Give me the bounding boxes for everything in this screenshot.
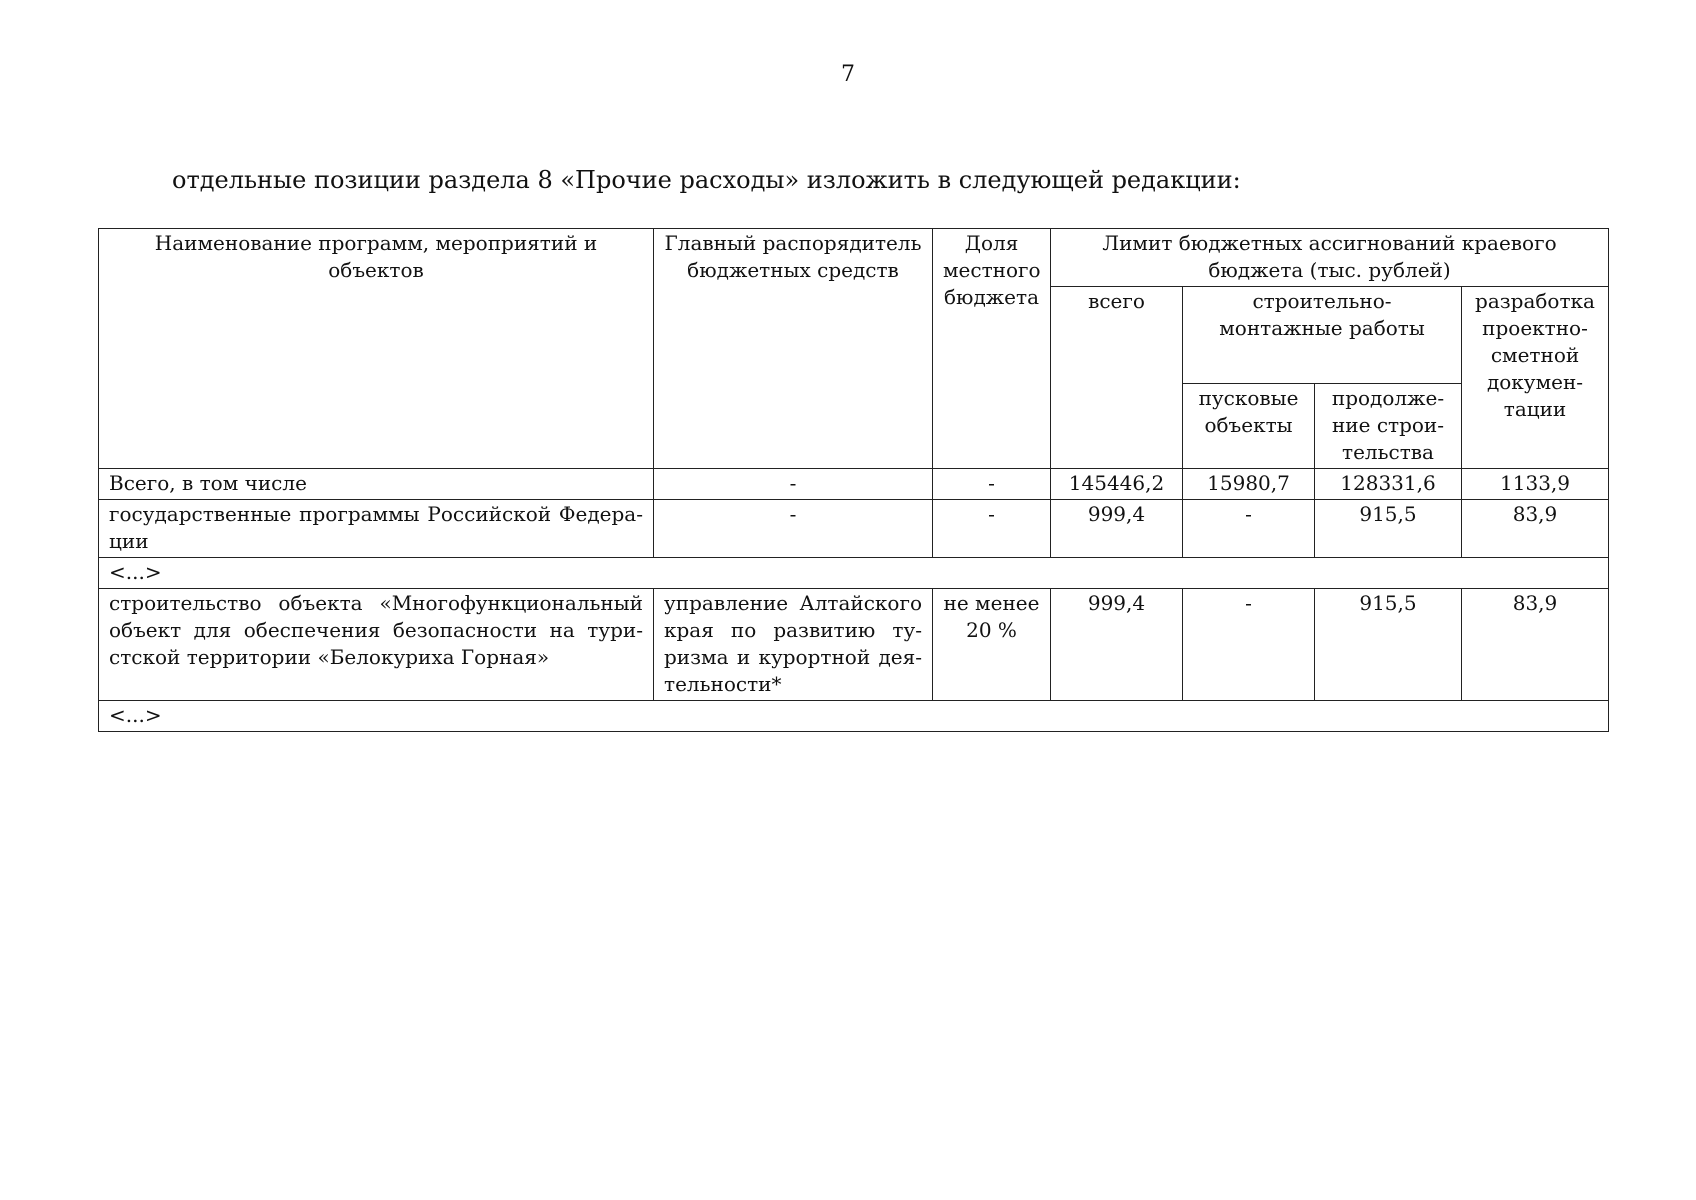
table-row-ellipsis (99, 558, 1609, 589)
table-row-total (99, 469, 1609, 500)
row-design: 83,9 (1462, 500, 1609, 558)
row-local-share: - (933, 500, 1051, 558)
row-manager: - (654, 469, 933, 500)
row-total: 999,4 (1051, 500, 1183, 558)
header-total: всего (1051, 287, 1183, 469)
ellipsis-cell: <...> (99, 558, 1609, 589)
row-name: строительство объекта «Многофункциональный объект для обеспечения безопасности на тури-стской территории «Белокуриха Горная» (99, 589, 654, 701)
row-total: 999,4 (1051, 589, 1183, 701)
row-design: 83,9 (1462, 589, 1609, 701)
ellipsis-cell: <...> (99, 701, 1609, 732)
budget-table (98, 228, 1609, 732)
row-manager: - (654, 500, 933, 558)
row-startup: - (1183, 500, 1315, 558)
row-design: 1133,9 (1462, 469, 1609, 500)
header-construction: строительно-монтажные работы (1183, 287, 1462, 384)
header-manager: Главный распорядитель бюджетных средств (654, 229, 933, 469)
header-row-1 (99, 229, 1609, 287)
row-startup: 15980,7 (1183, 469, 1315, 500)
row-name: государственные программы Российской Федера-ции (99, 500, 654, 558)
row-continuation: 915,5 (1315, 589, 1462, 701)
table-row-object (99, 589, 1609, 701)
row-continuation: 128331,6 (1315, 469, 1462, 500)
row-local-share: - (933, 469, 1051, 500)
row-total: 145446,2 (1051, 469, 1183, 500)
table-row-federal-programs (99, 500, 1609, 558)
header-name: Наименование программ, мероприятий и объектов (99, 229, 654, 469)
row-startup: - (1183, 589, 1315, 701)
page-number: 7 (841, 62, 855, 87)
header-local-share: Доля местного бюджета (933, 229, 1051, 469)
intro-paragraph: отдельные позиции раздела 8 «Прочие расходы» изложить в следующей редакции: (172, 166, 1241, 194)
table-row-ellipsis (99, 701, 1609, 732)
row-local-share: не менее 20 % (933, 589, 1051, 701)
header-design: разработка проектно-сметной докумен-тации (1462, 287, 1609, 469)
header-continuation: продолже-ние строи-тельства (1315, 384, 1462, 469)
header-limit: Лимит бюджетных ассигнований краевого бюджета (тыс. рублей) (1051, 229, 1609, 287)
row-continuation: 915,5 (1315, 500, 1462, 558)
row-name: Всего, в том числе (99, 469, 654, 500)
header-startup: пусковые объекты (1183, 384, 1315, 469)
row-manager: управление Алтайского края по развитию ту-ризма и курортной дея-тельности* (654, 589, 933, 701)
